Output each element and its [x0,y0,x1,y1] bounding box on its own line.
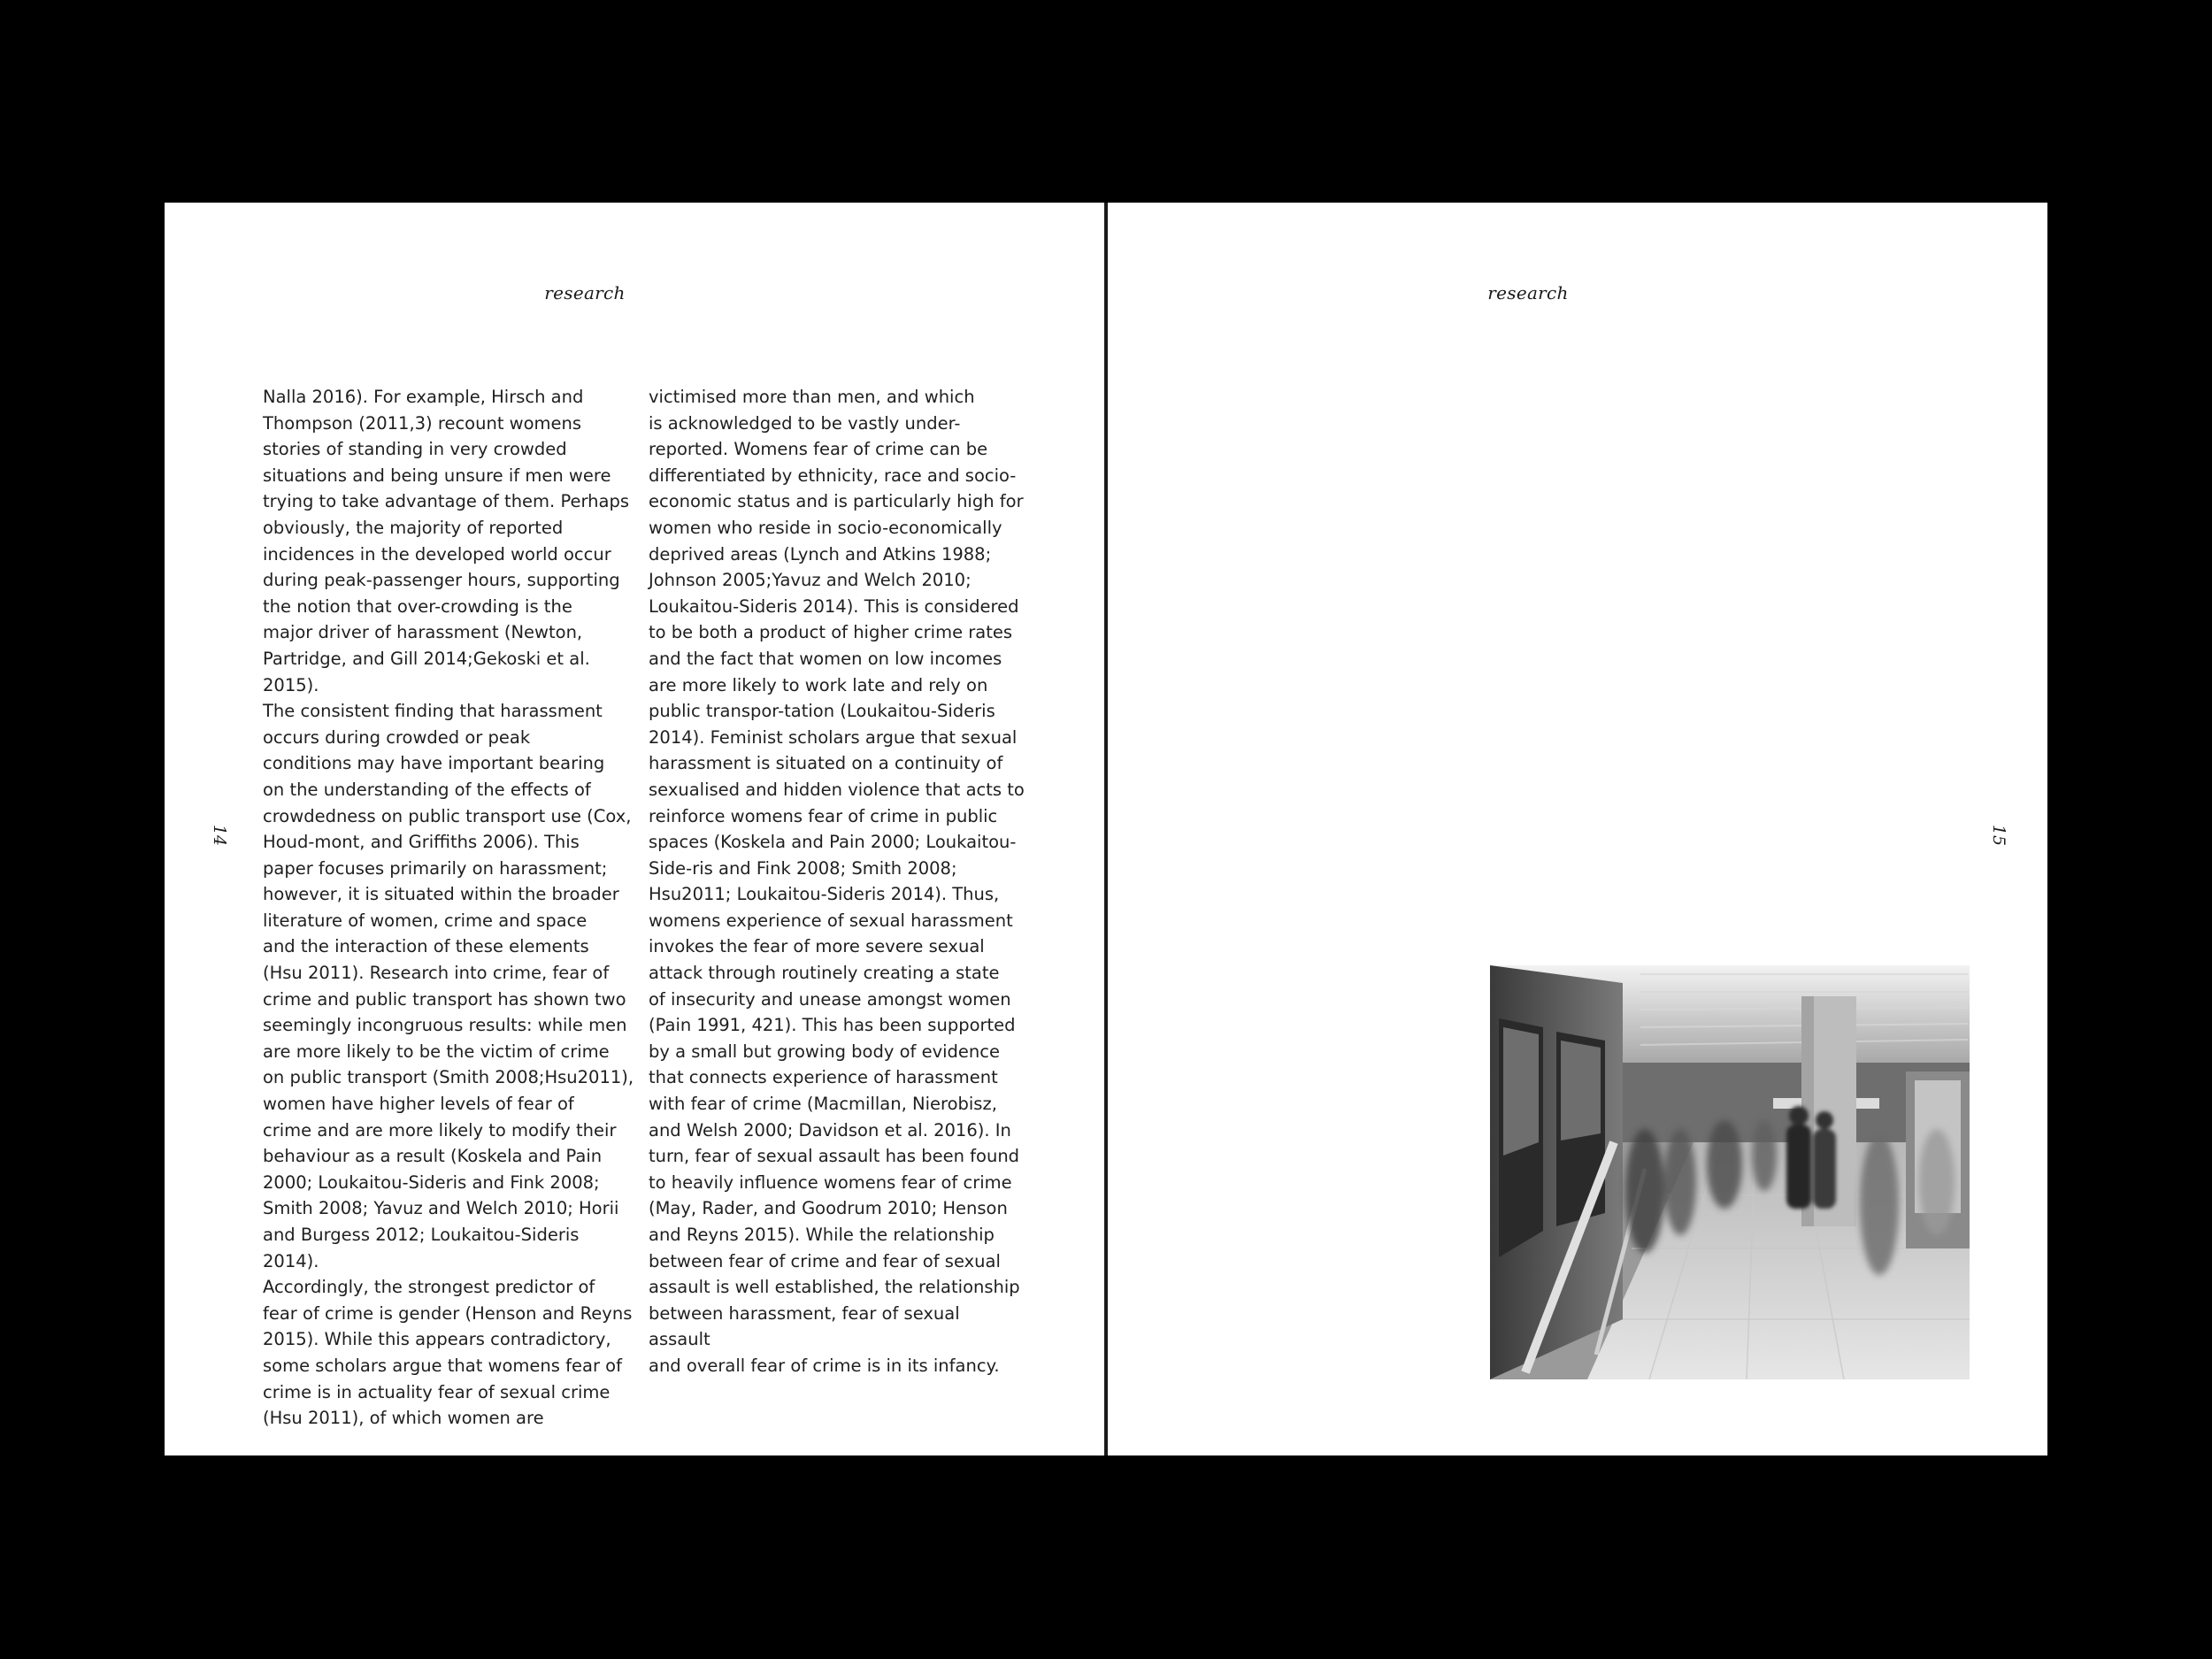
page-number-right: 15 [1989,824,2008,847]
page-number-left: 14 [210,824,229,847]
body-text-column-2: victimised more than men, and which is acknowledged to be vastly under- reported. Womens fear of crime can be differentiated by ethnicity, race and socio- economic status and is particularly high for women who reside in socio-economically deprived areas (Lynch and Atkins 1988; Johnson 2005;Yavuz and Welch 2010; Loukaitou-Sideris 2014). This is considered to be both a product of higher crime rates and the fact that women on low incomes are more likely to work late and rely on public transpor-tation (Loukaitou-Sideris 2014). Feminist scholars argue that sexual harassment is situated on a continuity of sexualised and hidden violence that acts to reinforce womens fear of crime in public spaces (Koskela and Pain 2000; Loukaitou- Side-ris and Fink 2008; Smith 2008; Hsu2011; Loukaitou-Sideris 2014). Thus, womens experience of sexual harassment invokes the fear of more severe sexual attack through routinely creating a state of insecurity and unease amongst women (Pain 1991, 421). This has been supported by a small but growing body of evidence that connects experience of harassment with fear of crime (Macmillan, Nierobisz, and Welsh 2000; Davidson et al. 2016). In turn, fear of sexual assault has been found to heavily influence womens fear of crime (May, Rader, and Goodrum 2010; Henson and Reyns 2015). While the relationship between fear of crime and fear of sexual assault is well established, the relationship between harassment, fear of sexual assault and overall fear of crime is in its infancy. [649,387,1025,1376]
running-head-right: research [1487,282,1569,303]
right-page [1108,203,2047,1455]
body-text-column-1: Nalla 2016). For example, Hirsch and Thompson (2011,3) recount womens stories of standing in very crowded situations and being unsure if men were trying to take advantage of them. Perhaps obviously, the majority of reported incidences in the developed world occur during peak-passenger hours, supporting the notion that over-crowding is the major driver of harassment (Newton, Partridge, and Gill 2014;Gekoski et al. 2015). The consistent finding that harassment occurs during crowded or peak conditions may have important bearing on the understanding of the effects of crowdedness on public transport use (Cox, Houd-mont, and Griffiths 2006). This paper focuses primarily on harassment; however, it is situated within the broader literature of women, crime and space and the interaction of these elements (Hsu 2011). Research into crime, fear of crime and public transport has shown two seemingly incongruous results: while men are more likely to be the victim of crime on public transport (Smith 2008;Hsu2011), women have higher levels of fear of crime and are more likely to modify their behaviour as a result (Koskela and Pain 2000; Loukaitou-Sideris and Fink 2008; Smith 2008; Yavuz and Welch 2010; Horii and Burgess 2012; Loukaitou-Sideris 2014). Accordingly, the strongest predictor of fear of crime is gender (Henson and Reyns 2015). While this appears contradictory, some scholars argue that womens fear of crime is in actuality fear of sexual crime (Hsu 2011), of which women are [263,387,634,1429]
running-head-left: research [544,282,626,303]
left-page [165,203,1104,1455]
subway-station-photo [1490,965,1970,1379]
